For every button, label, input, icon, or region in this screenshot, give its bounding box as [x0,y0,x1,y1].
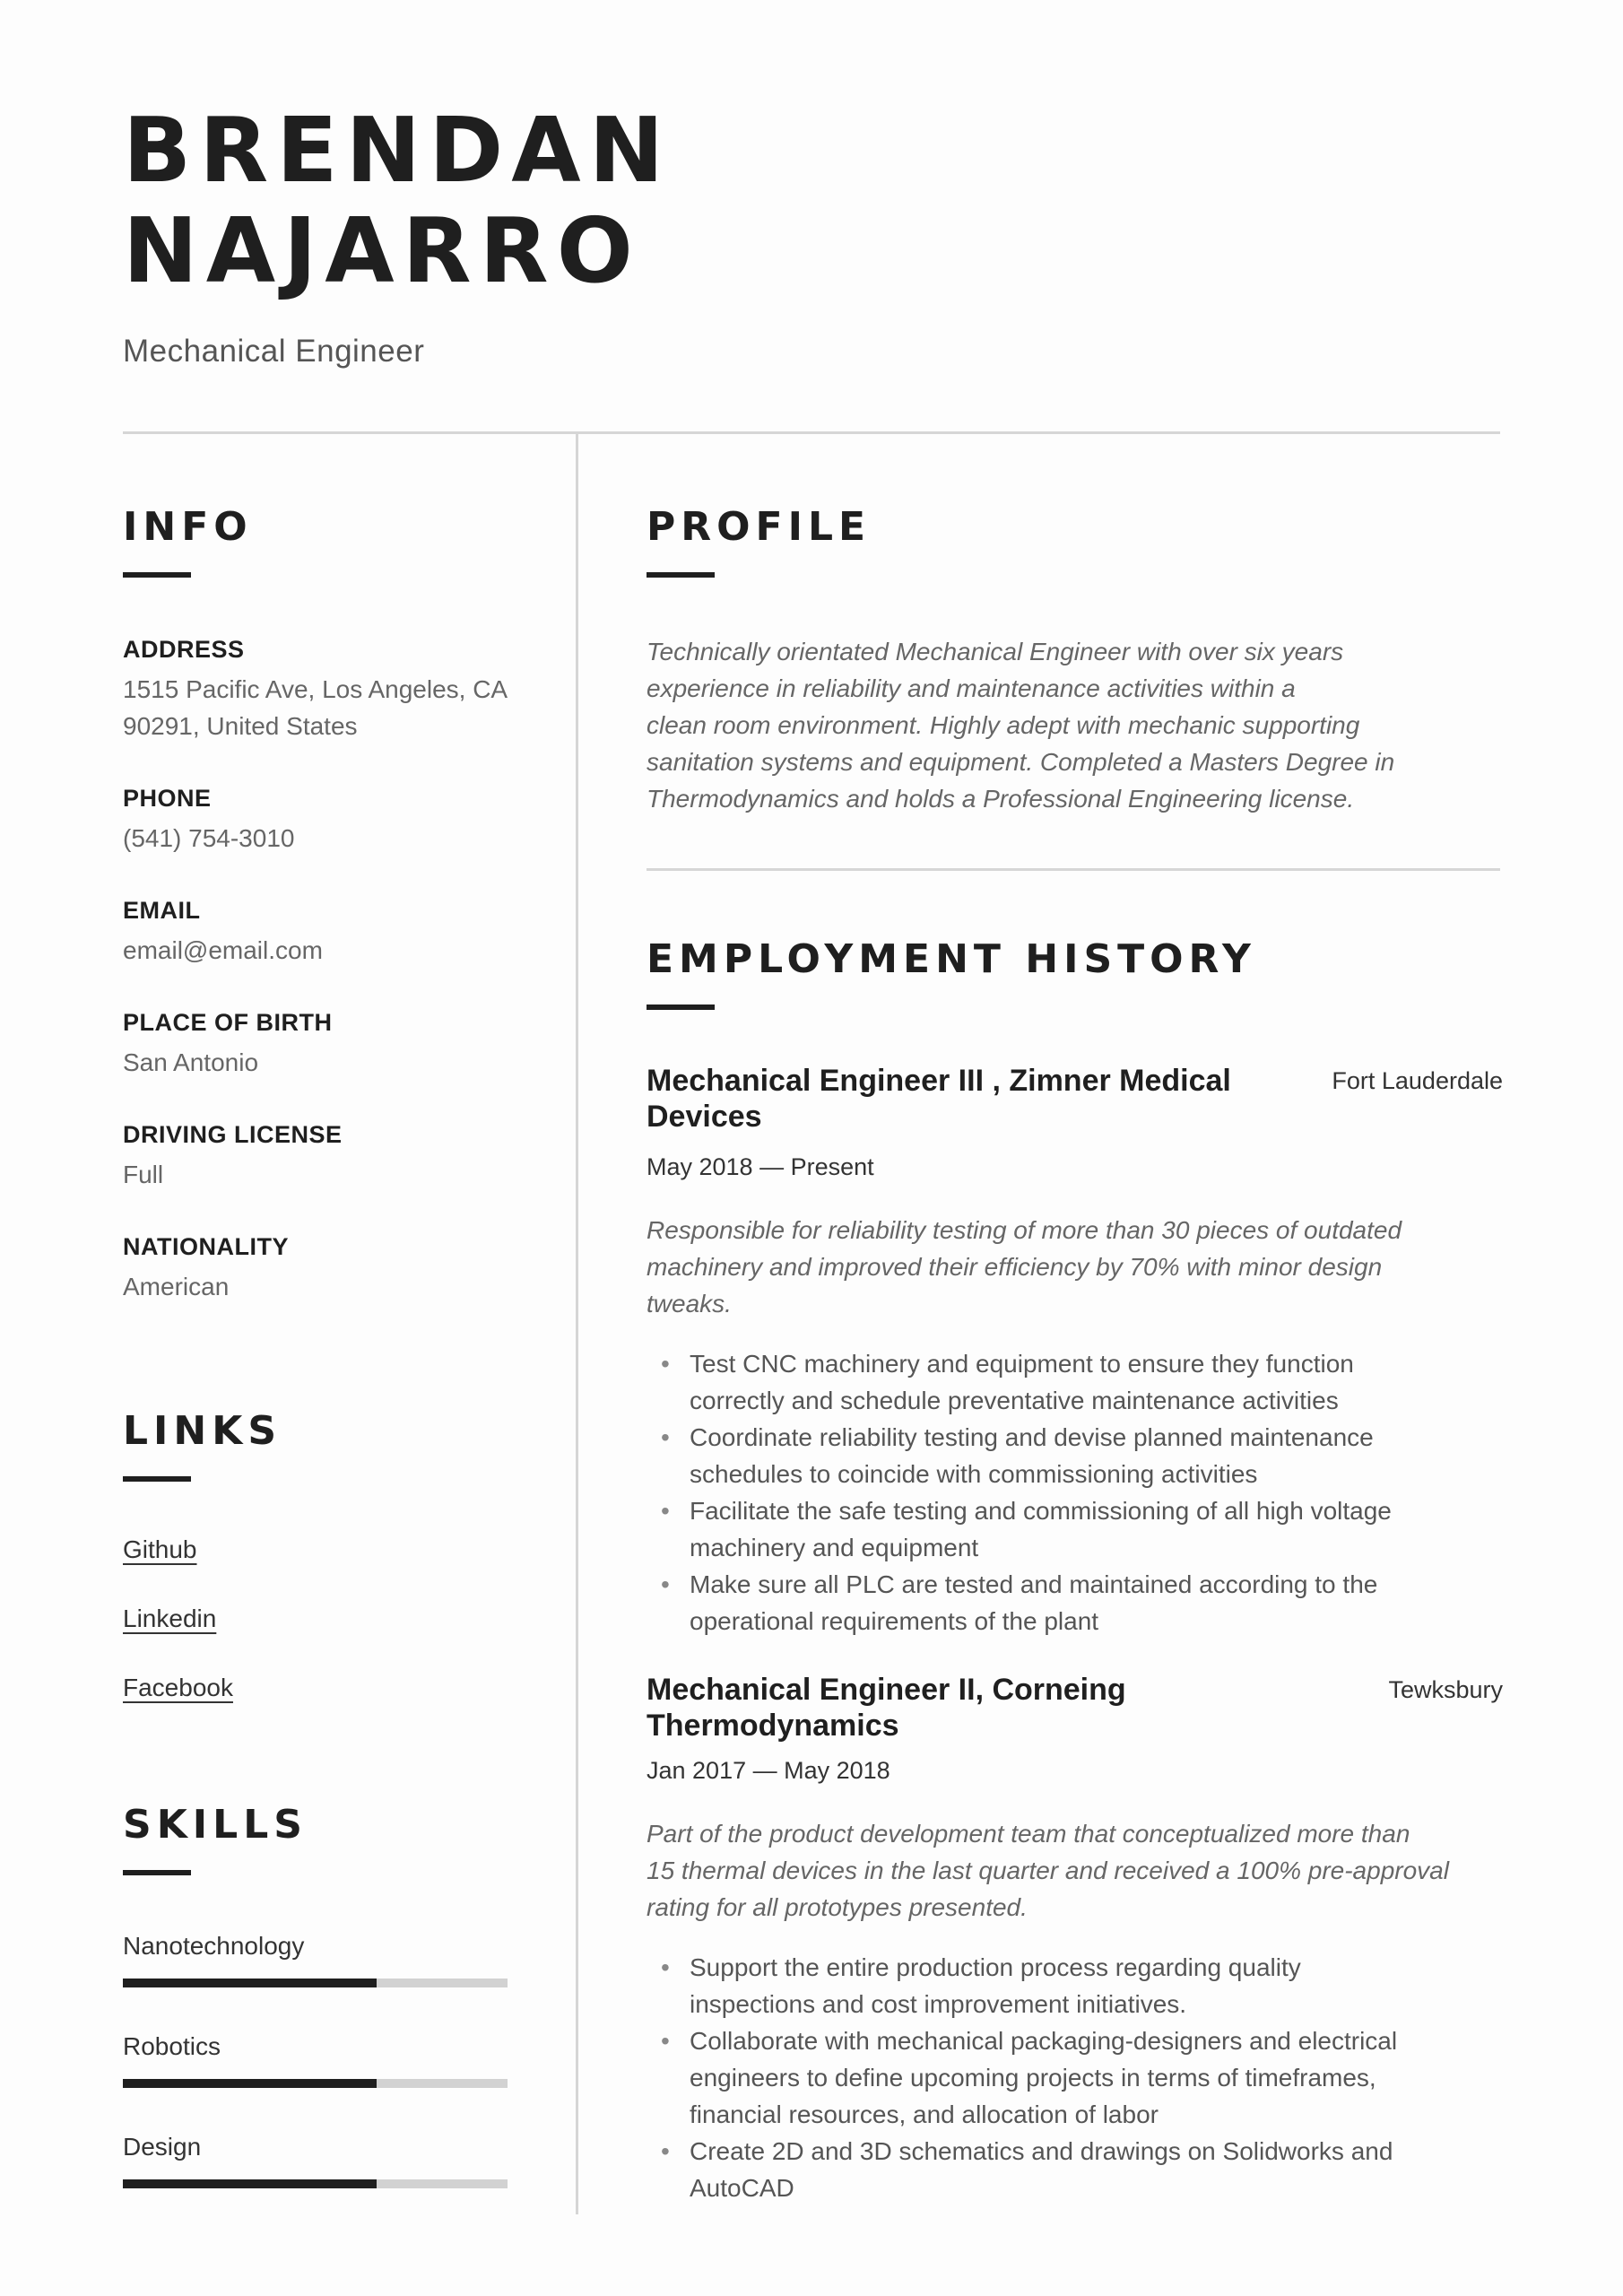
bullet-dot: • [661,1953,670,1981]
skill-item [123,2031,526,2088]
profile-divider [647,868,1500,871]
bullet-dot: • [661,1423,670,1451]
job-bullet [647,1419,1503,1492]
info-label: EMAIL [123,897,201,924]
info-label: DRIVING LICENSE [123,1121,343,1148]
info-label: PHONE [123,785,212,812]
job-bullet-text: Support the entire production process regarding quality inspections and cost improvement initiatives. [690,1953,1301,2018]
job-entry [647,1672,1503,2206]
job-location: Tewksbury [1388,1676,1503,1703]
skills-section [123,1798,526,2232]
links-heading: LINKS [123,1408,282,1454]
job-bullet-text: Facilitate the safe testing and commissioning of all high voltage machinery and equipment [690,1497,1392,1561]
info-value: 1515 Pacific Ave, Los Angeles, CA 90291, United States [123,675,508,740]
skill-list [123,1931,526,2188]
job-bullet [647,1566,1503,1639]
info-value: American [123,1273,230,1300]
bullet-dot: • [661,1350,670,1378]
job-bullet-text: Coordinate reliability testing and devise planned maintenance schedules to coincide with commissioning activities [690,1423,1374,1488]
skill-bar [123,2079,508,2088]
info-list [123,633,526,1305]
job-dates: Jan 2017 — May 2018 [647,1757,890,1784]
skill-item [123,1931,526,1987]
profile-heading: PROFILE [647,504,872,550]
info-heading: INFO [123,504,253,550]
info-value: San Antonio [123,1048,259,1076]
job-header [647,1672,1503,1744]
job-bullet [647,2133,1503,2206]
employment-heading: EMPLOYMENT HISTORY [647,936,1256,982]
github-link[interactable]: Github [123,1535,197,1563]
info-item-nationality [123,1231,526,1305]
column-divider [576,431,578,2214]
job-entry [647,1063,1503,1639]
job-bullet-list [647,1949,1503,2206]
info-label: PLACE OF BIRTH [123,1009,333,1036]
profile-section [647,500,1503,817]
job-bullet [647,1345,1503,1419]
job-title: Mechanical Engineer [123,334,425,369]
skill-bar [123,2179,508,2188]
links-heading-underline [123,1476,191,1482]
bullet-dot: • [661,2137,670,2165]
profile-heading-underline [647,572,715,578]
job-bullet [647,2022,1503,2133]
info-section [123,500,526,1343]
name-last: NAJARRO [123,198,641,303]
info-item-address [123,633,526,744]
bullet-dot: • [661,2027,670,2055]
info-item-driving-license [123,1118,526,1193]
info-label: NATIONALITY [123,1233,289,1260]
skill-bar-fill [123,2079,377,2088]
job-header [647,1063,1503,1135]
skills-heading-underline [123,1870,191,1875]
bullet-dot: • [661,1497,670,1525]
skill-name: Design [123,2133,202,2161]
job-bullet-list [647,1345,1503,1639]
skill-item [123,2132,526,2188]
info-item-place-of-birth [123,1006,526,1081]
job-bullet-text: Create 2D and 3D schematics and drawings on Solidworks and AutoCAD [690,2137,1393,2202]
link-list [123,1534,526,1704]
info-heading-underline [123,572,191,578]
skill-bar-fill [123,1979,377,1987]
job-position: Mechanical Engineer III , Zimner Medical Devices [647,1064,1231,1134]
job-location: Fort Lauderdale [1332,1067,1503,1094]
job-dates: May 2018 — Present [647,1153,874,1180]
resume-header [123,100,1504,370]
job-description: Part of the product development team that conceptualized more than 15 thermal devices in the last quarter and received a 100% pre-approval rating for all prototypes presented. [647,1820,1449,1921]
skills-heading: SKILLS [123,1802,308,1848]
job-description: Responsible for reliability testing of more than 30 pieces of outdated machinery and improved their efficiency by 70% with minor design tweaks. [647,1216,1402,1318]
employment-heading-underline [647,1004,715,1010]
job-bullet-text: Collaborate with mechanical packaging-designers and electrical engineers to define upcoming projects in terms of timeframes, financial resources, and allocation of labor [690,2027,1398,2128]
info-value: Full [123,1161,164,1188]
info-value: email@email.com [123,936,323,964]
job-position: Mechanical Engineer II, Corneing Thermodynamics [647,1673,1126,1743]
info-item-phone [123,782,526,857]
skill-bar [123,1979,508,1987]
info-label: ADDRESS [123,636,245,663]
employment-section [647,933,1503,2206]
job-bullet [647,1492,1503,1566]
skill-name: Nanotechnology [123,1932,305,1960]
name-first: BRENDAN [123,98,673,203]
profile-text: Technically orientated Mechanical Engineer with over six years experience in reliability and maintenance activities within a clean room environment. Highly adept with mechanic supporting sanitation systems and equipment. Completed a Masters Degree in Thermodynamics and holds a Professional Engineering license. [647,638,1395,813]
links-section [123,1405,526,1741]
bullet-dot: • [661,1570,670,1598]
info-item-email [123,894,526,969]
linkedin-link[interactable]: Linkedin [123,1605,217,1632]
info-value: (541) 754-3010 [123,824,295,852]
job-bullet-text: Test CNC machinery and equipment to ensure they function correctly and schedule preventative maintenance activities [690,1350,1354,1414]
job-bullet-text: Make sure all PLC are tested and maintained according to the operational requirements of the plant [690,1570,1378,1635]
job-bullet [647,1949,1503,2022]
facebook-link[interactable]: Facebook [123,1674,233,1701]
skill-bar-fill [123,2179,377,2188]
header-divider [123,431,1500,434]
skill-name: Robotics [123,2032,221,2060]
